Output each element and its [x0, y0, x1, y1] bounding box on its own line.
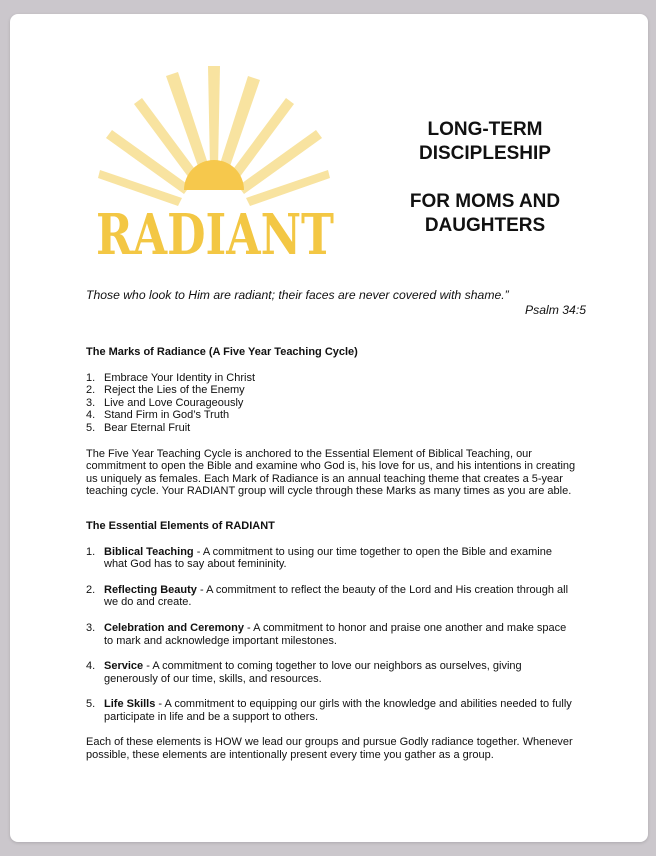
scripture-quote: [86, 288, 586, 318]
quote-text: Those who look to Him are radiant; their faces are never covered with shame.”: [86, 288, 509, 302]
sun: [184, 160, 244, 190]
list-item: 3. Live and Love Courageously: [86, 396, 244, 409]
closing-paragraph: Each of these elements is HOW we lead our groups and pursue Godly radiance together. Whenever possible, these elements are intentionally present every time you gather as a group.: [86, 736, 573, 762]
list-item: 3. Celebration and Ceremony - A commitment to honor and praise one another and make space to mark and acknowledge important milestones.: [86, 621, 567, 647]
element-description: - A commitment to reflect the beauty of the Lord and His creation through all we do and create.: [104, 583, 569, 609]
heading-line: DAUGHTERS: [424, 215, 546, 236]
document-page: [10, 14, 648, 842]
sun-ray: [166, 72, 210, 172]
list-item: 4. Stand Firm in God’s Truth: [86, 409, 230, 422]
quote-reference: Psalm 34:5: [525, 303, 586, 317]
element-name: Biblical Teaching: [104, 545, 194, 558]
marks-section-title: The Marks of Radiance (A Five Year Teaching Cycle): [86, 346, 358, 358]
element-name: Life Skills: [104, 698, 156, 711]
heading-line: LONG-TERM: [427, 119, 543, 140]
element-description: - A commitment to coming together to love our neighbors as ourselves, giving generously of our time, skills, and resources.: [104, 660, 522, 685]
list-item: 2. Reject the Lies of the Enemy: [86, 384, 245, 397]
element-name: Celebration and Ceremony: [104, 621, 244, 634]
list-item: 5. Bear Eternal Fruit: [86, 421, 191, 434]
marks-list: [86, 372, 576, 435]
element-description: - A commitment to using our time together to open the Bible and examine what God has to say about femininity.: [104, 545, 552, 571]
element-name: Reflecting Beauty: [104, 583, 197, 596]
list-item: 5. Life Skills - A commitment to equipping our girls with the knowledge and abilities needed to fully participate in life and be a support to others.: [86, 698, 572, 723]
sun-ray: [208, 66, 220, 168]
heading-line: DISCIPLESHIP: [419, 143, 551, 164]
element-description: - A commitment to equipping our girls with the knowledge and abilities needed to fully participate in life and be a support to others.: [104, 698, 572, 723]
logo-wordmark: RADIANT: [96, 202, 335, 268]
list-item: 1. Embrace Your Identity in Christ: [86, 371, 256, 384]
list-item: 4. Service - A commitment to coming together to love our neighbors as ourselves, giving generously of our time, skills, and resources.: [86, 660, 522, 685]
list-item: 2. Reflecting Beauty - A commitment to reflect the beauty of the Lord and His creation through all we do and create.: [86, 583, 569, 609]
heading-line: FOR MOMS AND: [409, 191, 561, 212]
list-item: 1. Biblical Teaching - A commitment to using our time together to open the Bible and examine what God has to say about femininity.: [86, 545, 552, 571]
element-name: Service: [104, 660, 144, 673]
elements-section-title: The Essential Elements of RADIANT: [86, 519, 275, 532]
element-description: - A commitment to honor and praise one another and make space to mark and acknowledge important milestones.: [104, 621, 567, 647]
document-heading: [350, 118, 620, 238]
document-body: [86, 346, 576, 762]
teaching-cycle-paragraph: The Five Year Teaching Cycle is anchored to the Essential Element of Biblical Teaching, our commitment to open the Bible and examine who God is, his love for us, and his intentions in creating us uniquely as females. Each Mark of Radiance is an annual teaching theme that creates a 5-year teaching cycle. Your RADIANT group will cycle through these Marks as many times as you are able.: [86, 447, 576, 498]
radiant-logo: [90, 58, 340, 270]
elements-list: [86, 546, 576, 724]
